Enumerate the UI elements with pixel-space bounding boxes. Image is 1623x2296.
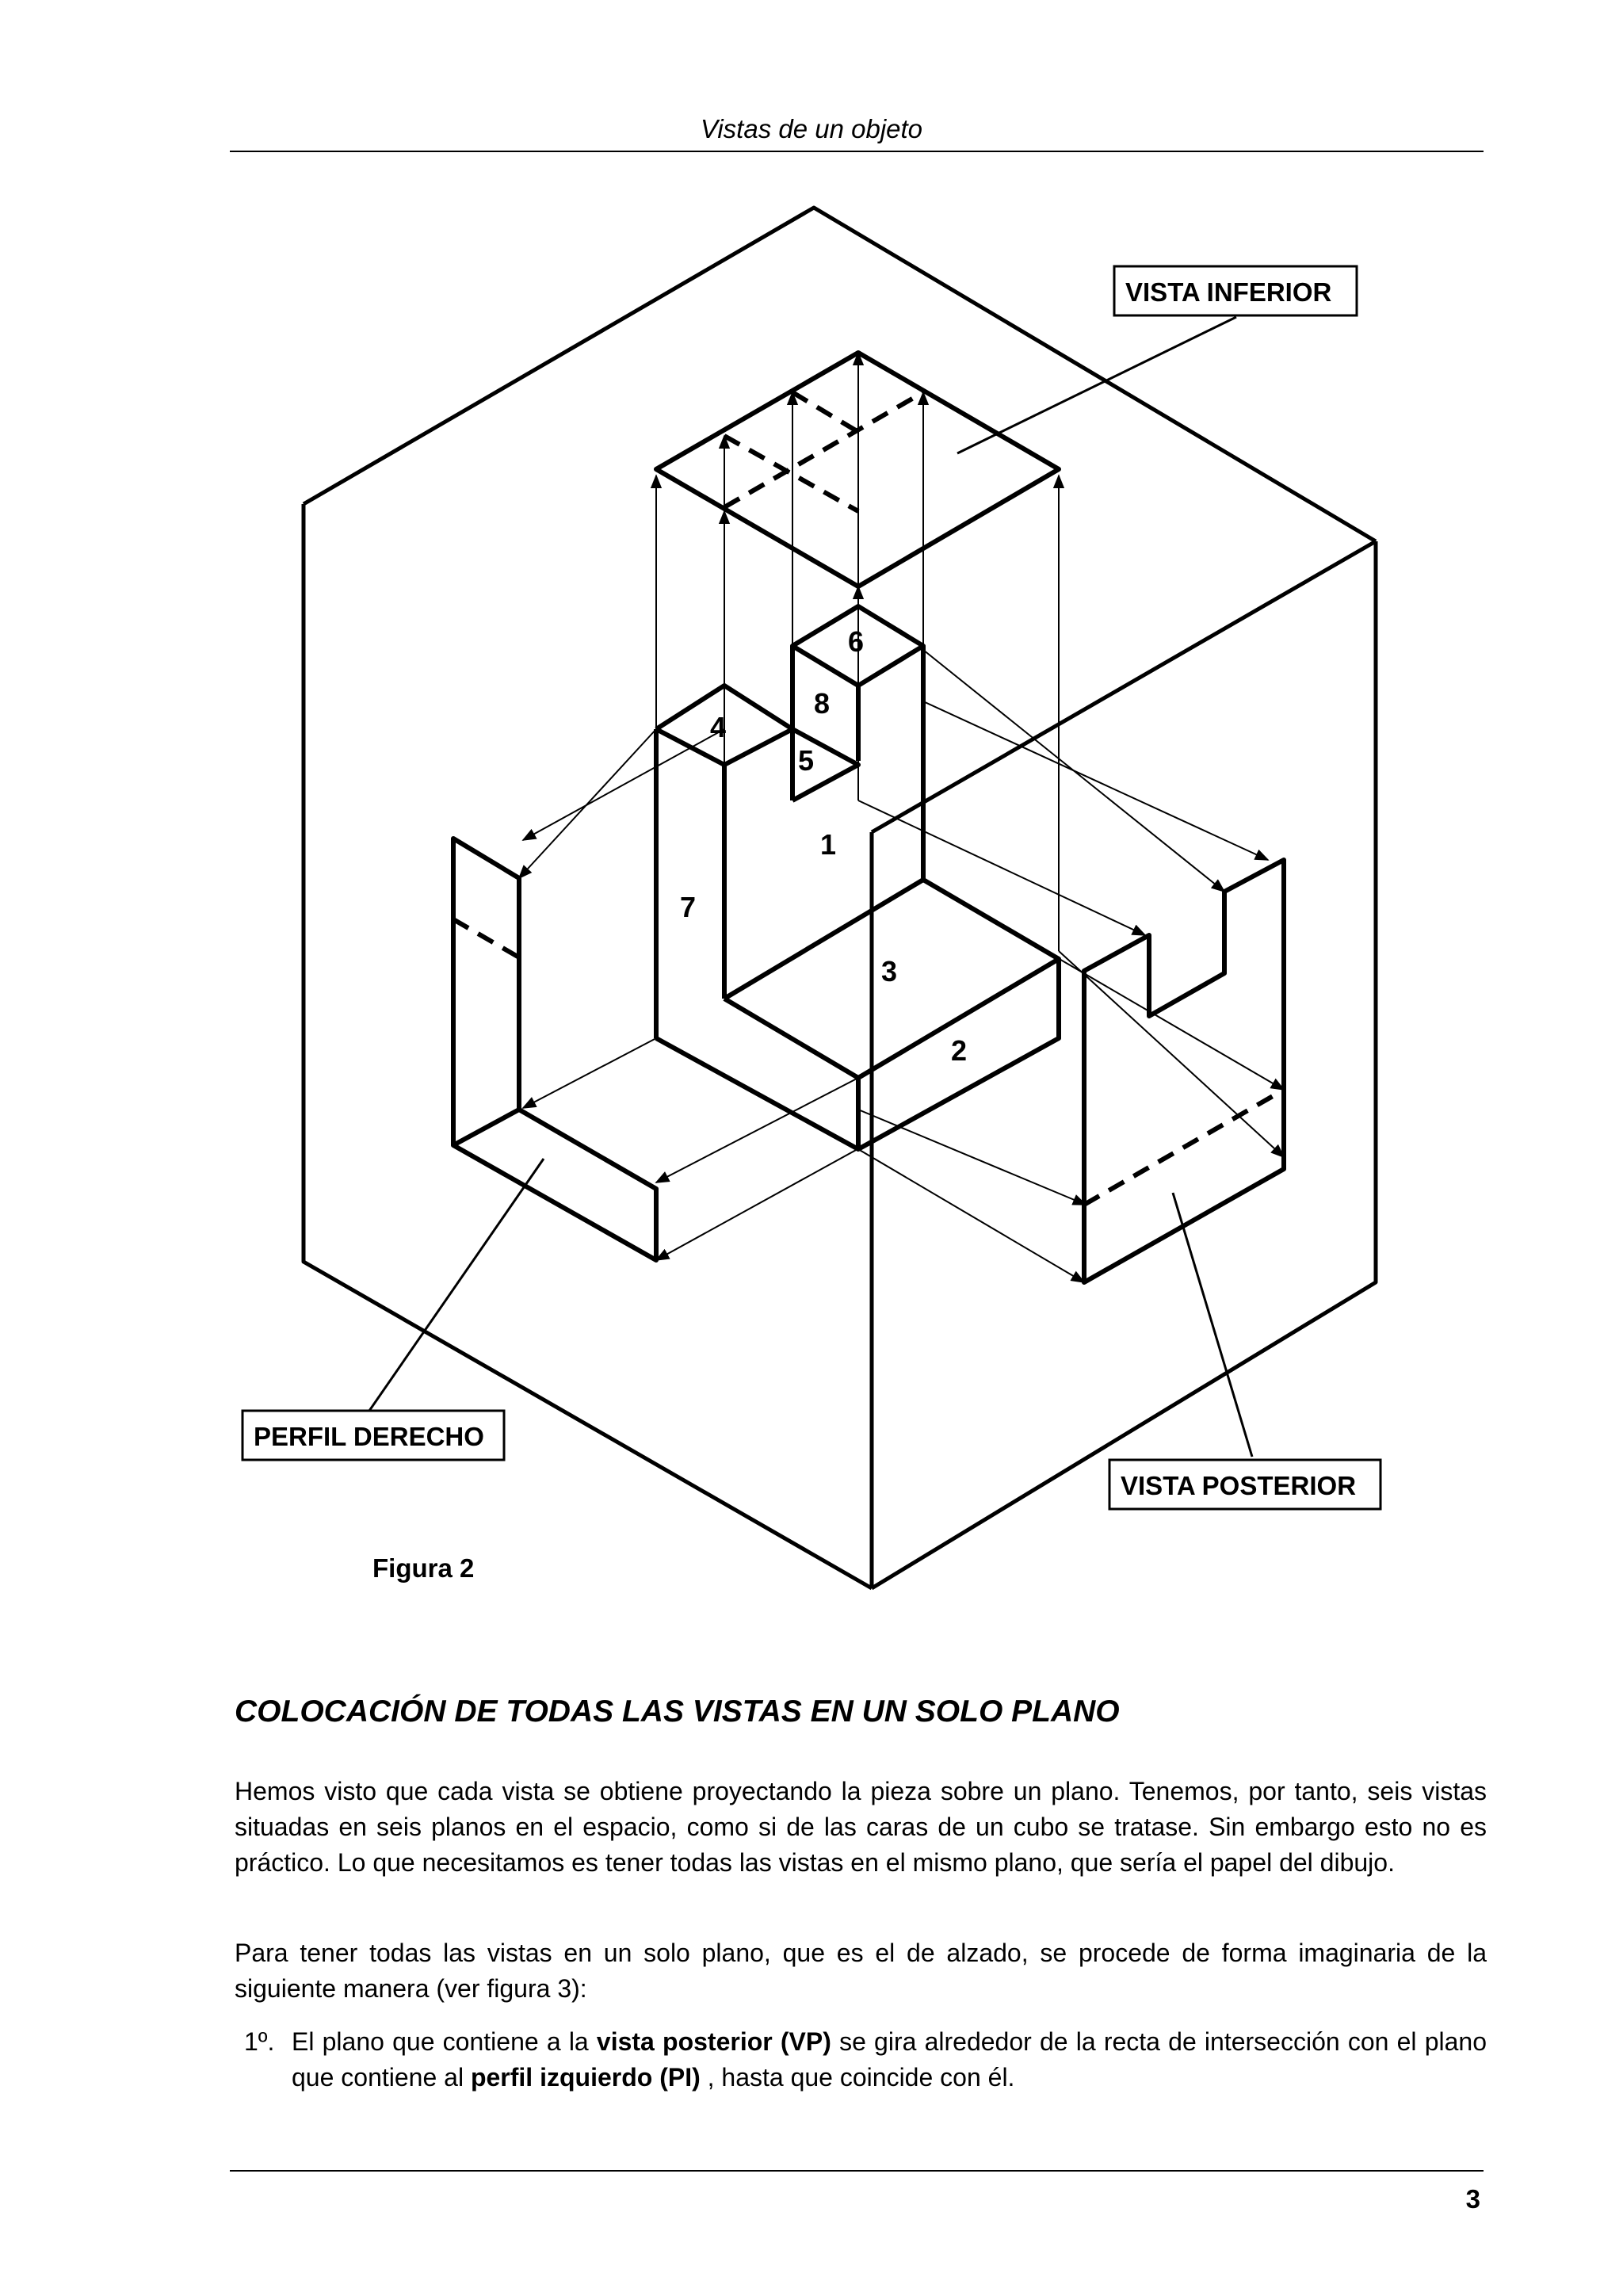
label-leaders <box>369 317 1252 1457</box>
face-number-3: 3 <box>881 955 898 988</box>
projection-cube <box>304 208 1376 1588</box>
list-item-number: 1º. <box>244 2027 275 2056</box>
figure-caption: Figura 2 <box>372 1553 475 1583</box>
face-number-6: 6 <box>848 625 865 658</box>
face-number-1: 1 <box>820 828 837 861</box>
vista-posterior-label: VISTA POSTERIOR <box>1121 1471 1357 1500</box>
section-heading: COLOCACIÓN DE TODAS LAS VISTAS EN UN SOLO PLANO <box>235 1694 1120 1729</box>
face-number-5: 5 <box>798 744 815 777</box>
face-number-2: 2 <box>951 1034 968 1067</box>
main-object <box>656 606 1059 1149</box>
cube-top-outline <box>304 208 1376 541</box>
perfil-derecho-view <box>453 839 656 1260</box>
face-number-8: 8 <box>814 687 831 720</box>
list-item-text: El plano que contiene a la vista posterior (VP) se gira alrededor de la recta de intersección con el plano que contiene al perfil izquierdo (PI) , hasta que coincide con él. <box>292 2027 1487 2092</box>
running-header-title: Vistas de un objeto <box>700 114 923 143</box>
face-number-7: 7 <box>680 891 697 923</box>
face-number-4: 4 <box>710 711 727 743</box>
vista-posterior-view <box>1084 860 1284 1282</box>
vista-inferior-label: VISTA INFERIOR <box>1125 277 1332 307</box>
perfil-derecho-label: PERFIL DERECHO <box>254 1422 484 1451</box>
footer-rule <box>230 2170 1484 2172</box>
projection-lines <box>519 353 1284 1282</box>
paragraph-2: Para tener todas las vistas en un solo plano, que es el de alzado, se procede de forma imaginaria de la siguiente manera (ver figura 3): <box>235 1939 1487 2003</box>
paragraph-1: Hemos visto que cada vista se obtiene proyectando la pieza sobre un plano. Tenemos, por tanto, seis vistas situadas en seis planos en el espacio, como si de las caras de un cubo se tratase. Sin embargo esto no es práctico. Lo que necesitamos es tener todas las vistas en el mismo plano, que sería el papel del dibujo. <box>235 1777 1487 1877</box>
cube-right-plane <box>872 541 1376 1588</box>
page-number: 3 <box>1465 2184 1480 2214</box>
cube-inner-edges <box>872 541 1376 1588</box>
